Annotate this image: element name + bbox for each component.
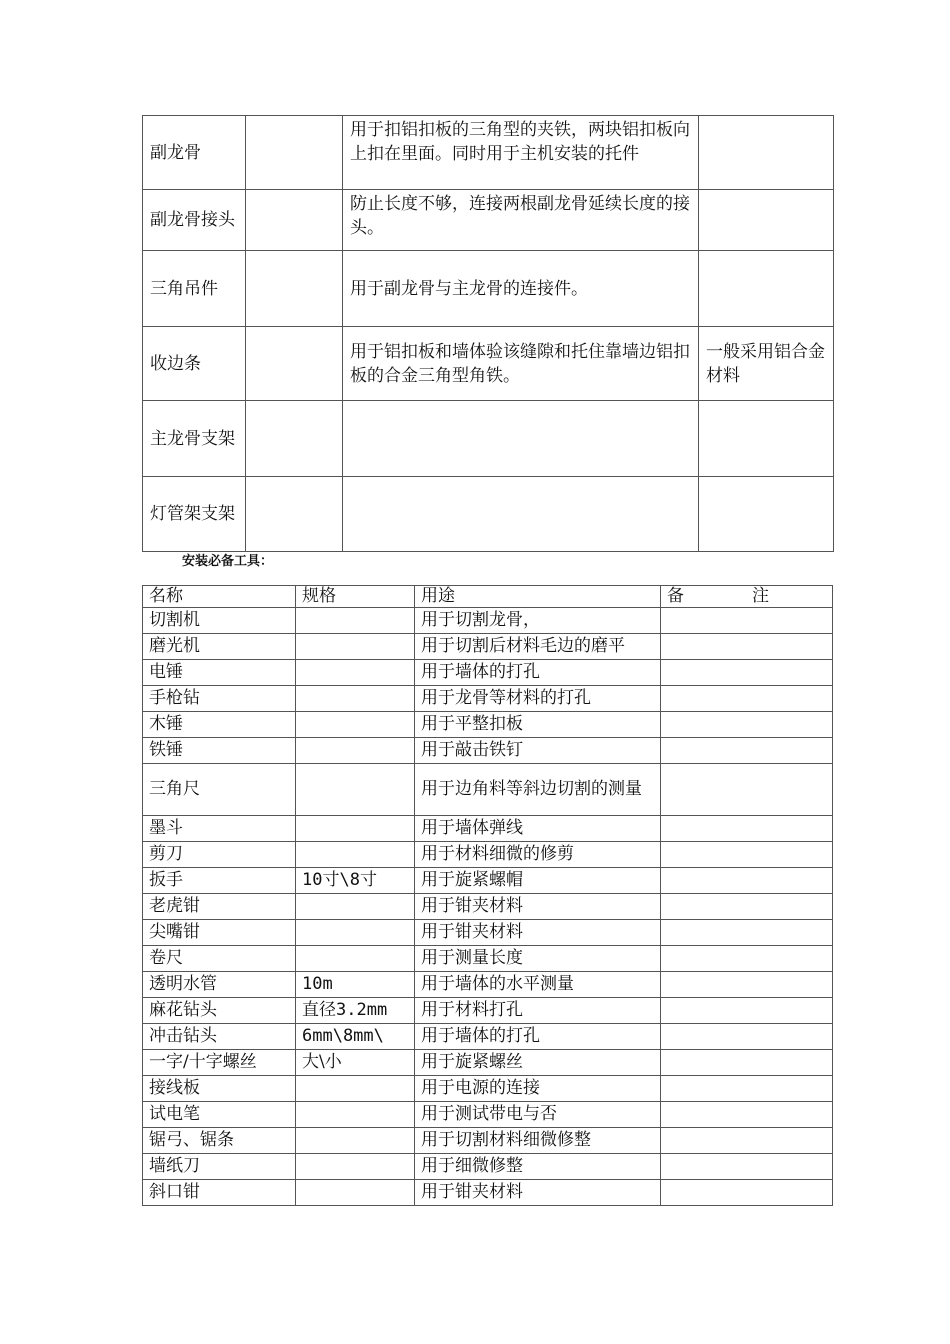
material-row <box>143 251 834 327</box>
tool-row <box>143 1024 833 1050</box>
tool-name: 墨斗 <box>143 816 296 842</box>
material-remark <box>699 190 834 251</box>
tool-usage: 用于细微修整 <box>415 1154 661 1180</box>
section-heading: 安装必备工具： <box>182 554 274 569</box>
tool-usage: 用于边角料等斜边切割的测量 <box>415 764 661 816</box>
tool-usage: 用于旋紧螺帽 <box>415 868 661 894</box>
tool-name: 剪刀 <box>143 842 296 868</box>
tool-row <box>143 764 833 816</box>
tool-usage: 用于旋紧螺丝 <box>415 1050 661 1076</box>
materials-table <box>142 115 834 552</box>
material-spec <box>246 401 343 477</box>
material-name: 三角吊件 <box>143 251 246 327</box>
tool-name: 斜口钳 <box>143 1180 296 1206</box>
tool-row <box>143 920 833 946</box>
tool-remark <box>661 920 833 946</box>
material-spec <box>246 327 343 401</box>
material-row <box>143 327 834 401</box>
material-remark <box>699 401 834 477</box>
material-usage: 用于铝扣板和墙体验该缝隙和托住靠墙边铝扣板的合金三角型角铁。 <box>343 327 699 401</box>
tool-remark <box>661 1076 833 1102</box>
tool-usage: 用于钳夹材料 <box>415 1180 661 1206</box>
tool-remark <box>661 998 833 1024</box>
tool-remark <box>661 738 833 764</box>
tool-name: 卷尺 <box>143 946 296 972</box>
tool-usage: 用于墙体的打孔 <box>415 1024 661 1050</box>
tool-row <box>143 946 833 972</box>
tools-header-row <box>143 586 833 608</box>
tool-spec <box>296 1102 415 1128</box>
tool-row <box>143 816 833 842</box>
material-name: 主龙骨支架 <box>143 401 246 477</box>
tool-row <box>143 712 833 738</box>
tool-usage: 用于敲击铁钉 <box>415 738 661 764</box>
tool-remark <box>661 1180 833 1206</box>
tool-remark <box>661 686 833 712</box>
tool-spec <box>296 1128 415 1154</box>
tool-remark <box>661 1102 833 1128</box>
tool-row <box>143 972 833 998</box>
tool-spec: 10寸\8寸 <box>296 868 415 894</box>
tool-usage: 用于墙体弹线 <box>415 816 661 842</box>
tool-spec <box>296 634 415 660</box>
tool-spec <box>296 660 415 686</box>
tool-name: 木锤 <box>143 712 296 738</box>
tool-name: 切割机 <box>143 608 296 634</box>
tool-row <box>143 1050 833 1076</box>
header-usage: 用途 <box>415 586 661 608</box>
material-usage: 用于副龙骨与主龙骨的连接件。 <box>343 251 699 327</box>
tool-name: 一字/十字螺丝 <box>143 1050 296 1076</box>
tool-remark <box>661 894 833 920</box>
tool-remark <box>661 634 833 660</box>
tool-usage: 用于切割后材料毛边的磨平 <box>415 634 661 660</box>
tool-spec <box>296 738 415 764</box>
tool-spec <box>296 712 415 738</box>
tool-usage: 用于切割材料细微修整 <box>415 1128 661 1154</box>
material-row <box>143 401 834 477</box>
tool-usage: 用于材料打孔 <box>415 998 661 1024</box>
material-remark <box>699 251 834 327</box>
material-name: 灯管架支架 <box>143 477 246 552</box>
tool-spec <box>296 1180 415 1206</box>
header-spec: 规格 <box>296 586 415 608</box>
material-remark <box>699 477 834 552</box>
tool-spec: 大\小 <box>296 1050 415 1076</box>
tool-spec <box>296 842 415 868</box>
tool-row <box>143 686 833 712</box>
tool-usage: 用于墙体的打孔 <box>415 660 661 686</box>
material-usage: 防止长度不够，连接两根副龙骨延续长度的接头。 <box>343 190 699 251</box>
material-row <box>143 190 834 251</box>
tool-usage: 用于测量长度 <box>415 946 661 972</box>
tool-spec <box>296 816 415 842</box>
material-name: 副龙骨接头 <box>143 190 246 251</box>
material-spec <box>246 251 343 327</box>
tool-remark <box>661 660 833 686</box>
tool-usage: 用于平整扣板 <box>415 712 661 738</box>
tool-usage: 用于墙体的水平测量 <box>415 972 661 998</box>
tool-remark <box>661 868 833 894</box>
tool-name: 扳手 <box>143 868 296 894</box>
tool-row <box>143 634 833 660</box>
tool-name: 试电笔 <box>143 1102 296 1128</box>
tool-spec <box>296 608 415 634</box>
material-remark <box>699 116 834 190</box>
tool-remark <box>661 946 833 972</box>
tool-row <box>143 1102 833 1128</box>
tool-remark <box>661 608 833 634</box>
tool-name: 磨光机 <box>143 634 296 660</box>
header-name: 名称 <box>143 586 296 608</box>
tool-row <box>143 1180 833 1206</box>
tool-spec <box>296 894 415 920</box>
tools-table <box>142 585 833 1206</box>
header-remark: 备 注 <box>661 586 833 608</box>
tool-remark <box>661 842 833 868</box>
tool-row <box>143 738 833 764</box>
tool-spec: 10m <box>296 972 415 998</box>
material-usage <box>343 477 699 552</box>
tool-name: 电锤 <box>143 660 296 686</box>
tool-name: 麻花钻头 <box>143 998 296 1024</box>
tool-spec <box>296 764 415 816</box>
tool-row <box>143 1128 833 1154</box>
tool-spec: 6mm\8mm\ <box>296 1024 415 1050</box>
tool-name: 接线板 <box>143 1076 296 1102</box>
material-row <box>143 116 834 190</box>
tool-row <box>143 1154 833 1180</box>
tool-remark <box>661 1128 833 1154</box>
tool-name: 透明水管 <box>143 972 296 998</box>
tool-remark <box>661 764 833 816</box>
tool-name: 锯弓、锯条 <box>143 1128 296 1154</box>
material-usage <box>343 401 699 477</box>
material-name: 副龙骨 <box>143 116 246 190</box>
tool-name: 墙纸刀 <box>143 1154 296 1180</box>
material-remark: 一般采用铝合金材料 <box>699 327 834 401</box>
tool-row <box>143 868 833 894</box>
tool-spec <box>296 946 415 972</box>
tool-name: 手枪钻 <box>143 686 296 712</box>
tool-usage: 用于切割龙骨， <box>415 608 661 634</box>
tool-name: 尖嘴钳 <box>143 920 296 946</box>
tool-name: 铁锤 <box>143 738 296 764</box>
material-spec <box>246 116 343 190</box>
tool-row <box>143 660 833 686</box>
tool-usage: 用于钳夹材料 <box>415 894 661 920</box>
tool-row <box>143 842 833 868</box>
material-name: 收边条 <box>143 327 246 401</box>
tool-spec: 直径3.2mm <box>296 998 415 1024</box>
material-spec <box>246 477 343 552</box>
material-spec <box>246 190 343 251</box>
material-row <box>143 477 834 552</box>
tool-remark <box>661 712 833 738</box>
tool-usage: 用于电源的连接 <box>415 1076 661 1102</box>
tool-remark <box>661 1154 833 1180</box>
tool-spec <box>296 686 415 712</box>
tool-usage: 用于材料细微的修剪 <box>415 842 661 868</box>
tool-row <box>143 998 833 1024</box>
tool-row <box>143 1076 833 1102</box>
tool-row <box>143 608 833 634</box>
material-usage: 用于扣铝扣板的三角型的夹铁，两块铝扣板向上扣在里面。同时用于主机安装的托件 <box>343 116 699 190</box>
tool-remark <box>661 816 833 842</box>
tool-remark <box>661 972 833 998</box>
tool-spec <box>296 1076 415 1102</box>
tool-spec <box>296 1154 415 1180</box>
tool-remark <box>661 1024 833 1050</box>
tool-name: 老虎钳 <box>143 894 296 920</box>
tool-spec <box>296 920 415 946</box>
tool-name: 冲击钻头 <box>143 1024 296 1050</box>
tool-usage: 用于测试带电与否 <box>415 1102 661 1128</box>
tool-row <box>143 894 833 920</box>
tool-remark <box>661 1050 833 1076</box>
tool-usage: 用于钳夹材料 <box>415 920 661 946</box>
tool-name: 三角尺 <box>143 764 296 816</box>
tool-usage: 用于龙骨等材料的打孔 <box>415 686 661 712</box>
